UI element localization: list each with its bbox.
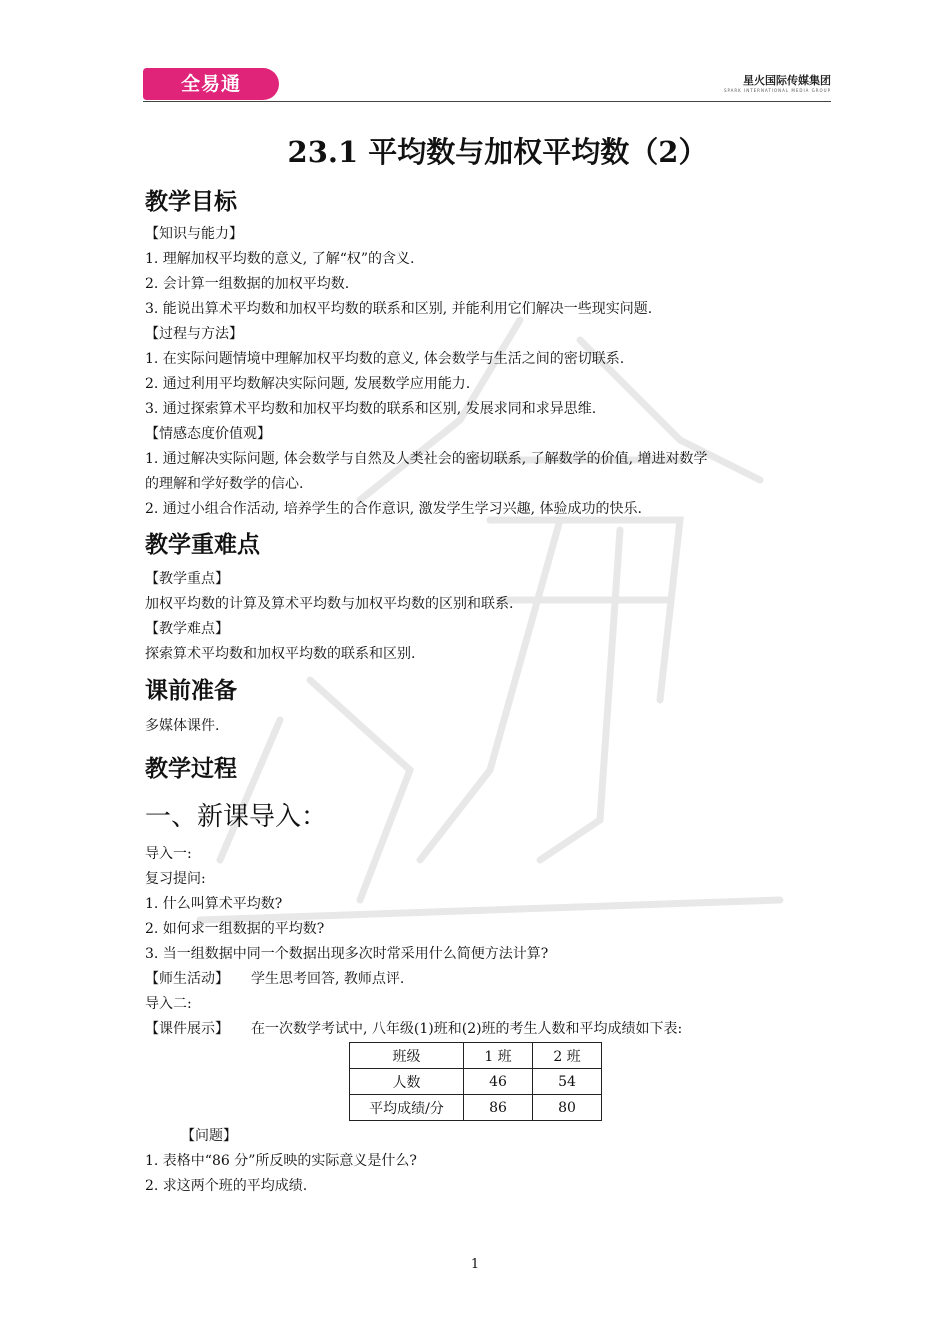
label-emotion-values: 【情感态度价值观】 [145,426,271,442]
activity-line [145,967,810,992]
goal-item: 3. 通过探索算术平均数和加权平均数的联系和区别, 发展求同和求异思维. [145,401,597,417]
class-scores-table [349,1042,602,1121]
table-header-cell: 1 班 [464,1043,533,1069]
goal-item: 2. 会计算一组数据的加权平均数. [145,276,350,292]
heading-teaching-goals: 教学目标 [145,189,237,215]
page-title: 23.1 平均数与加权平均数（2） [287,135,708,169]
heading-key-difficult: 教学重难点 [145,532,260,558]
publisher-brand [724,72,831,93]
display-line [145,1017,810,1042]
heading-preparation: 课前准备 [145,678,237,704]
intro-one-label: 导入一: [145,846,192,862]
intro-two-label: 导入二: [145,996,192,1012]
review-question: 3. 当一组数据中同一个数据出现多次时常采用什么简便方法计算? [145,946,549,962]
document-body [145,128,810,1199]
activity-label: 【师生活动】 [145,971,229,987]
table-header-cell: 班级 [350,1043,464,1069]
display-text: 在一次数学考试中, 八年级(1)班和(2)班的考生人数和平均成绩如下表: [251,1021,683,1037]
publisher-name-en: SPARK INTERNATIONAL MEDIA GROUP [723,88,831,93]
preparation-text: 多媒体课件. [145,718,220,734]
page-number: 1 [470,1257,480,1272]
header-divider [143,101,831,102]
problem-item: 1. 表格中“86 分”所反映的实际意义是什么? [145,1153,417,1169]
goal-item: 1. 通过解决实际问题, 体会数学与自然及人类社会的密切联系, 了解数学的价值, 增进对数学 [145,451,708,467]
label-difficult-point: 【教学难点】 [145,621,229,637]
table-header-row [350,1043,602,1069]
goal-item: 2. 通过小组合作活动, 培养学生的合作意识, 激发学生学习兴趣, 体验成功的快乐. [145,501,642,517]
label-process-method: 【过程与方法】 [145,326,243,342]
brand-logo: 全易通 [143,68,279,100]
publisher-name: 星火国际传媒集团 [743,74,831,87]
key-point-text: 加权平均数的计算及算术平均数与加权平均数的区别和联系. [145,596,514,612]
problem-label: 【问题】 [181,1128,237,1144]
table-cell: 86 [464,1095,533,1121]
goal-item: 3. 能说出算术平均数和加权平均数的联系和区别, 并能利用它们解决一些现实问题. [145,301,653,317]
table-cell: 人数 [350,1069,464,1095]
heading-teaching-process: 教学过程 [145,756,237,782]
goal-item: 1. 理解加权平均数的意义, 了解“权”的含义. [145,251,415,267]
table-cell: 80 [533,1095,602,1121]
label-knowledge-ability: 【知识与能力】 [145,226,243,242]
goal-item: 1. 在实际问题情境中理解加权平均数的意义, 体会数学与生活之间的密切联系. [145,351,625,367]
table-row [350,1095,602,1121]
goal-item: 的理解和学好数学的信心. [145,476,304,492]
page-header [143,66,831,104]
table-cell: 46 [464,1069,533,1095]
part-one-heading: 一、新课导入： [145,802,328,832]
review-label: 复习提问: [145,871,206,887]
table-header-cell: 2 班 [533,1043,602,1069]
goal-item: 2. 通过利用平均数解决实际问题, 发展数学应用能力. [145,376,471,392]
review-question: 1. 什么叫算术平均数? [145,896,283,912]
table-row [350,1069,602,1095]
problem-item: 2. 求这两个班的平均成绩. [145,1178,308,1194]
label-key-point: 【教学重点】 [145,571,229,587]
display-label: 【课件展示】 [145,1021,229,1037]
table-cell: 54 [533,1069,602,1095]
activity-text: 学生思考回答, 教师点评. [251,971,405,987]
difficult-point-text: 探索算术平均数和加权平均数的联系和区别. [145,646,416,662]
table-cell: 平均成绩/分 [350,1095,464,1121]
review-question: 2. 如何求一组数据的平均数? [145,921,325,937]
